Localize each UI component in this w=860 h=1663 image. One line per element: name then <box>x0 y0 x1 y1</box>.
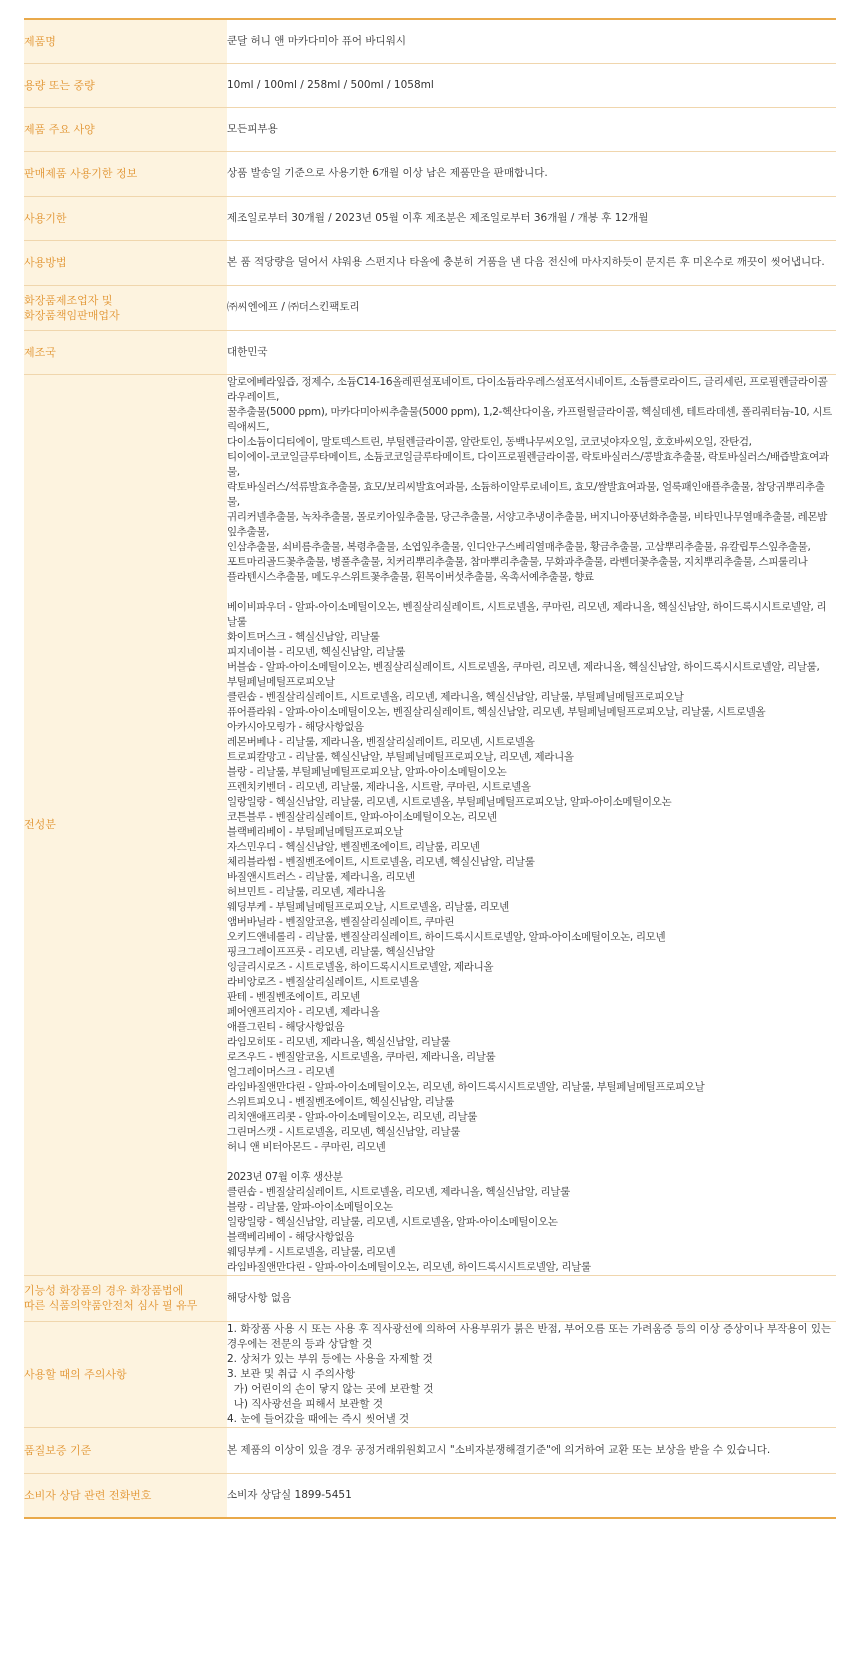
label-usage: 사용방법 <box>24 240 227 285</box>
row-volume <box>24 63 836 107</box>
value-product-name: 쿤달 허니 앤 마카다미아 퓨어 바디워시 <box>227 19 836 63</box>
row-contact <box>24 1473 836 1518</box>
value-expiry: 제조일로부터 30개월 / 2023년 05월 이후 제조분은 제조일로부터 36개월 / 개봉 후 12개월 <box>227 196 836 240</box>
label-country: 제조국 <box>24 330 227 374</box>
label-functional-review: 기능성 화장품의 경우 화장품법에 따른 식품의약품안전처 심사 필 유무 <box>24 1275 227 1321</box>
label-caution: 사용할 때의 주의사항 <box>24 1321 227 1427</box>
value-country: 대한민국 <box>227 330 836 374</box>
value-expiry-info: 상품 발송일 기준으로 사용기한 6개월 이상 남은 제품만을 판매합니다. <box>227 151 836 196</box>
value-ingredients: 알로에베라잎즙, 정제수, 소듐C14-16올레핀설포네이트, 다이소듐라우레스설포석시네이트, 소듐클로라이드, 글리세린, 프로필렌글라이콜라우레이트, 꿀추출물(5000 ppm), 마카다미아씨추출물(5000 ppm), 1,2-헥산다이올, 카프릴릴글라이콜, 헥실데센, 테트라데센, 폴리쿼터늄-10, 시트릭애씨드, 다이소듐이디티에이, 말토덱스트린, 부틸렌글라이콜, 알란토인, 동백나무씨오일, 코코넛야자오일, 호호바씨오일, 잔탄검, 티이에이-코코일글루타메이트, 소듐코코일글루타메이트, 다이프로필렌글라이콜, 락토바실러스/콩발효추출물, 락토바실러스/배즙발효여과물, 락토바실러스/석류발효추출물, 효모/보리씨발효여과물, 소듐하이알루로네이트, 효모/쌀발효여과물, 얼룩패인애플추출물, 참당귀뿌리추출물, 귀리커넬추출물, 녹차추출물, 몰로키아잎추출물, 당근추출물, 서양고추냉이추출물, 버지니아풍년화추출물, 비타민나무열매추출물, 레몬밤잎추출물, 인삼추출물, 쇠비름추출물, 복령추출물, 소엽잎추출물, 인디안구스베리열매추출물, 황금추출물, 고삼뿌리추출물, 유칼립투스잎추출물, 포트마리골드꽃추출물, 병풀추출물, 치커리뿌리추출물, 참마뿌리추출물, 무화과추출물, 라벤더꽃추출물, 지치뿌리추출물, 스피룰리나 플라텐시스추출물, 메도우스위트꽃추출물, 흰목이버섯추출물, 옥촉서예추출물, 향료 베이비파우더 - 알파-아이소메틸이오논, 벤질살리실레이트, 시트로넬올, 쿠마린, 리모넨, 제라니올, 헥실신남알, 하이드록시시트로넬알, 리날룰 화이트머스크 - 헥실신남알, 리날룰 피지네이블 - 리모넨, 헥실신남알, 리날룰 버블솝 - 알파-아이소메틸이오논, 벤질살리실레이트, 시트로넬올, 쿠마린, 리모넨, 제라니올, 헥실신남알, 하이드록시시트로넬알, 리날룰, 부틸페닐메틸프로피오날 클린솝 - 벤질살리실레이트, 시트로넬올, 리모넨, 제라니올, 헥실신남알, 리날룰, 부틸페닐메틸프로피오날 퓨어플라워 - 알파-아이소메틸이오논, 벤질살리실레이트, 헥실신남알, 리모넨, 부틸페닐메틸프로피오날, 리날룰, 시트로넬올 아카시아모링가 - 해당사항없음 레몬버베나 - 리날룰, 제라니올, 벤질살리실레이트, 리모넨, 시트로넬올 트로피칼망고 - 리날룰, 헥실신남알, 부틸페닐메틸프로피오날, 리모넨, 제라니올 블랑 - 리날룰, 부틸페닐메틸프로피오날, 알파-아이소메틸이오논 프렌치키벤더 - 리모넨, 리날룰, 제라니올, 시트랄, 쿠마린, 시트로넬올 일랑일랑 - 헥실신남알, 리날룰, 리모넨, 시트로넬올, 부틸페닐메틸프로피오날, 알파-아이소메틸이오논 코튼블루 - 벤질살리실레이트, 알파-아이소메틸이오논, 리모넨 블랙베리베이 - 부틸페닐메틸프로피오날 자스민우디 - 헥실신남알, 벤질벤조에이트, 리날룰, 리모넨 체리블라썸 - 벤질벤조에이트, 시트로넬올, 리모넨, 헥실신남알, 리날룰 바질앤시트러스 - 리날룰, 제라니올, 리모넨 허브민트 - 리날룰, 리모넨, 제라니올 웨딩부케 - 부틸페닐메틸프로피오날, 시트로넬올, 리날룰, 리모넨 앰버바닐라 - 벤질알코올, 벤질살리실레이트, 쿠마린 오키드앤네롤리 - 리날룰, 벤질살리실레이트, 하이드록시시트로넬알, 알파-아이소메틸이오논, 리모넨 핑크그레이프프룻 - 리모넨, 리날룰, 헥실신남알 잉글리시로즈 - 시트로넬올, 하이드록시시트로넬알, 제라니올 라비앙로즈 - 벤질살리실레이트, 시트로넬올 판테 - 벤질벤조에이트, 리모넨 페어앤프리지아 - 리모넨, 제라니올 애플그린티 - 해당사항없음 라임모히또 - 리모넨, 제라니올, 헥실신남알, 리날룰 로즈우드 - 벤질알코올, 시트로넬올, 쿠마린, 제라니올, 리날룰 얼그레이머스크 - 리모넨 라임바질앤만다린 - 알파-아이소메틸이오논, 리모넨, 하이드록시시트로넬알, 리날룰, 부틸페닐메틸프로피오날 스위트피오니 - 벤질벤조에이트, 헥실신남알, 리날룰 리치앤애프리콧 - 알파-아이소메틸이오논, 리모넨, 리날룰 그린머스캣 - 시트로넬올, 리모넨, 헥실신남알, 리날룰 허니 앤 비터아몬드 - 쿠마린, 리모넨 2023년 07월 이후 생산분 클린솝 - 벤질살리실레이트, 시트로넬올, 리모넨, 제라니올, 헥실신남알, 리날룰 블랑 - 리날룰, 알파-아이소메틸이오논 일랑일랑 - 헥실신남알, 리날룰, 리모넨, 시트로넬올, 알파-아이소메틸이오논 블랙베리베이 - 해당사항없음 웨딩부케 - 시트로넬올, 리날룰, 리모넨 라임바질앤만다린 - 알파-아이소메틸이오논, 리모넨, 하이드록시시트로넬알, 리날룰 <box>227 374 836 1275</box>
value-functional-review: 해당사항 없음 <box>227 1275 836 1321</box>
value-main-spec: 모든피부용 <box>227 107 836 151</box>
label-quality: 품질보증 기준 <box>24 1427 227 1473</box>
product-info-table <box>24 18 836 1519</box>
row-functional-review <box>24 1275 836 1321</box>
row-country <box>24 330 836 374</box>
row-expiry-info <box>24 151 836 196</box>
row-ingredients <box>24 374 836 1275</box>
label-contact: 소비자 상담 관련 전화번호 <box>24 1473 227 1518</box>
row-main-spec <box>24 107 836 151</box>
row-quality <box>24 1427 836 1473</box>
label-product-name: 제품명 <box>24 19 227 63</box>
label-ingredients: 전성분 <box>24 374 227 1275</box>
label-main-spec: 제품 주요 사양 <box>24 107 227 151</box>
value-manufacturer: ㈜씨엔에프 / ㈜더스킨팩토리 <box>227 285 836 330</box>
row-product-name <box>24 19 836 63</box>
row-caution <box>24 1321 836 1427</box>
label-manufacturer: 화장품제조업자 및 화장품책임판매업자 <box>24 285 227 330</box>
value-usage: 본 품 적당량을 덜어서 샤워용 스펀지나 타올에 충분히 거품을 낸 다음 전신에 마사지하듯이 문지른 후 미온수로 깨끗이 씻어냅니다. <box>227 240 836 285</box>
row-expiry <box>24 196 836 240</box>
value-contact: 소비자 상담실 1899-5451 <box>227 1488 352 1501</box>
value-quality: 본 제품의 이상이 있을 경우 공정거래위원회고시 "소비자분쟁해결기준"에 의거하여 교환 또는 보상을 받을 수 있습니다. <box>227 1427 836 1473</box>
row-manufacturer <box>24 285 836 330</box>
label-volume: 용량 또는 중량 <box>24 63 227 107</box>
row-usage <box>24 240 836 285</box>
label-expiry-info: 판매제품 사용기한 정보 <box>24 151 227 196</box>
value-volume: 10ml / 100ml / 258ml / 500ml / 1058ml <box>227 63 836 107</box>
label-expiry: 사용기한 <box>24 196 227 240</box>
value-caution: 1. 화장품 사용 시 또는 사용 후 직사광선에 의하여 사용부위가 붉은 반점, 부어오름 또는 가려움증 등의 이상 증상이나 부작용이 있는 경우에는 전문의 등과 상담할 것 2. 상처가 있는 부위 등에는 사용을 자제할 것 3. 보관 및 취급 시 주의사항 가) 어린이의 손이 닿지 않는 곳에 보관할 것 나) 직사광선을 피해서 보관할 것 4. 눈에 들어갔을 때에는 즉시 씻어낼 것 <box>227 1321 836 1427</box>
